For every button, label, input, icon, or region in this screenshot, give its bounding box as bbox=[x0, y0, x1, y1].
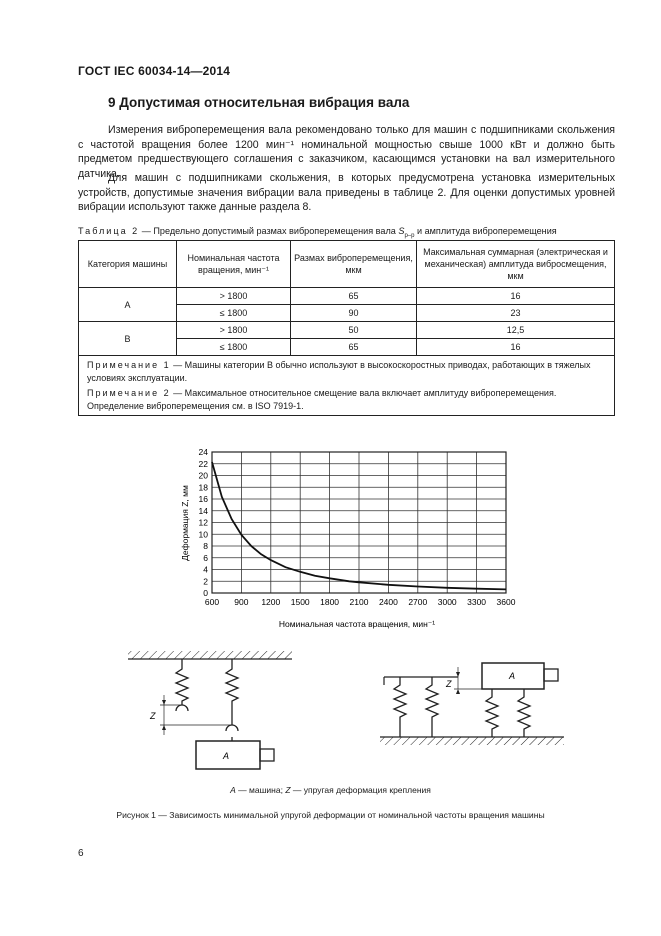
left-hook-1 bbox=[176, 705, 188, 711]
table-row bbox=[79, 322, 615, 339]
table-notes-row bbox=[79, 356, 615, 416]
amplitude-cell: 16 bbox=[417, 339, 615, 356]
amplitude-cell: 16 bbox=[417, 288, 615, 305]
right-z-label: Z bbox=[446, 679, 452, 689]
figure-legend bbox=[0, 785, 661, 795]
y-tick-label: 6 bbox=[203, 552, 208, 563]
table-caption bbox=[78, 226, 557, 239]
right-spring-1 bbox=[394, 677, 406, 737]
table-caption-tail: и амплитуда виброперемещения bbox=[414, 226, 557, 236]
x-tick-label: 2700 bbox=[408, 597, 428, 607]
y-axis-label: Деформация Z, мм bbox=[180, 485, 190, 561]
table-header-row bbox=[79, 241, 615, 288]
y-tick-label: 14 bbox=[198, 505, 208, 516]
speed-cell: ≤ 1800 bbox=[177, 305, 291, 322]
header-category: Категория машины bbox=[79, 241, 177, 288]
left-z-label: Z bbox=[150, 711, 156, 721]
right-machine-shaft bbox=[544, 669, 558, 681]
y-tick-label: 0 bbox=[203, 588, 208, 598]
y-tick-label: 10 bbox=[198, 529, 208, 540]
mounting-diagram bbox=[120, 645, 600, 775]
y-tick-label: 22 bbox=[198, 458, 208, 469]
legend-dash: — машина; bbox=[235, 785, 286, 795]
speed-cell: > 1800 bbox=[177, 288, 291, 305]
y-tick-label: 18 bbox=[198, 482, 208, 493]
range-cell: 65 bbox=[291, 339, 417, 356]
z-arrow-bottom bbox=[162, 725, 166, 730]
left-machine-label: A bbox=[223, 751, 230, 761]
ceiling-hatch bbox=[128, 651, 292, 659]
y-tick-label: 24 bbox=[198, 447, 208, 457]
speed-cell: ≤ 1800 bbox=[177, 339, 291, 356]
deformation-chart bbox=[170, 440, 530, 640]
table-row bbox=[79, 288, 615, 305]
x-tick-label: 2100 bbox=[349, 597, 369, 607]
x-tick-label: 2400 bbox=[378, 597, 398, 607]
category-cell: B bbox=[79, 322, 177, 356]
legend-a: A bbox=[230, 785, 236, 795]
table-note-2 bbox=[87, 387, 606, 412]
x-axis-label: Номинальная частота вращения, мин⁻¹ bbox=[278, 619, 436, 629]
right-machine-label: A bbox=[509, 671, 516, 681]
header-amplitude: Максимальная суммарная (электрическая и механическая) амплитуда вибросмещения, мкм bbox=[417, 241, 615, 288]
paragraph-1-text: Измерения виброперемещения вала рекомендовано только для машин с подшипниками скольжения с частотой вращения более 1200 мин⁻¹ номинальной мощностью свыше 1000 кВт и должно быть предметом предшествующего соглашения с заказчиком, касающимся установки на вал измерительного датчика. bbox=[78, 124, 615, 180]
range-cell: 50 bbox=[291, 322, 417, 339]
table-notes bbox=[79, 356, 615, 416]
page-number: 6 bbox=[78, 848, 84, 859]
x-tick-label: 600 bbox=[204, 597, 220, 607]
x-tick-label: 900 bbox=[234, 597, 249, 607]
note-1-label: Примечание 1 bbox=[87, 360, 171, 370]
left-hook-2 bbox=[226, 725, 238, 731]
table-note-1 bbox=[87, 359, 606, 384]
header-range: Размах виброперемещения, мкм bbox=[291, 241, 417, 288]
category-cell: A bbox=[79, 288, 177, 322]
note-2-text: — Максимальное относительное смещение вала включает амплитуду виброперемещения. Определение виброперемещения см. в ISO 7919-1. bbox=[87, 388, 557, 411]
amplitude-cell: 12,5 bbox=[417, 322, 615, 339]
range-cell: 90 bbox=[291, 305, 417, 322]
table-caption-symbol: S bbox=[398, 226, 405, 236]
document-header: ГОСТ IEC 60034-14—2014 bbox=[78, 64, 231, 78]
x-tick-label: 1500 bbox=[290, 597, 310, 607]
right-z-arrow-top bbox=[456, 672, 460, 677]
legend-text: — упругая деформация крепления bbox=[290, 785, 431, 795]
y-tick-label: 8 bbox=[203, 541, 208, 551]
right-spring-4 bbox=[518, 689, 530, 737]
note-2-label: Примечание 2 bbox=[87, 388, 171, 398]
right-z-arrow-bottom bbox=[456, 689, 460, 694]
floor-mount-diagram bbox=[380, 663, 564, 745]
x-tick-label: 1800 bbox=[320, 597, 340, 607]
left-machine-shaft bbox=[260, 749, 274, 761]
paragraph-2 bbox=[78, 171, 615, 215]
vibration-limits-table bbox=[78, 240, 615, 416]
speed-cell: > 1800 bbox=[177, 322, 291, 339]
note-1-text: — Машины категории B обычно используют в высокоскоростных приводах, работающих в тяжелых условиях эксплуатации. bbox=[87, 360, 591, 383]
amplitude-cell: 23 bbox=[417, 305, 615, 322]
table-caption-subscript: p–p bbox=[404, 232, 415, 239]
x-tick-label: 3300 bbox=[467, 597, 487, 607]
y-tick-label: 12 bbox=[198, 517, 208, 528]
y-tick-label: 16 bbox=[198, 494, 208, 504]
x-tick-label: 3600 bbox=[496, 597, 516, 607]
legend-z: Z bbox=[285, 785, 291, 795]
y-tick-label: 2 bbox=[203, 576, 208, 587]
left-spring-2 bbox=[226, 659, 238, 725]
z-arrow-top bbox=[162, 700, 166, 705]
header-speed: Номинальная частота вращения, мин⁻¹ bbox=[177, 241, 291, 288]
right-spring-2 bbox=[426, 677, 438, 737]
figure-caption: Рисунок 1 — Зависимость минимальной упругой деформации от номинальной частоты вращения машины bbox=[116, 810, 545, 820]
table-caption-text: — Предельно допустимый размах виброперемещения вала bbox=[139, 226, 399, 236]
y-tick-label: 20 bbox=[198, 470, 208, 481]
left-spring-1 bbox=[176, 659, 188, 705]
floor-hatch bbox=[380, 737, 564, 745]
x-tick-label: 1200 bbox=[261, 597, 281, 607]
chart-grid bbox=[212, 452, 506, 593]
right-spring-3 bbox=[486, 689, 498, 737]
section-title: 9 Допустимая относительная вибрация вала bbox=[108, 95, 410, 110]
paragraph-2-text: Для машин с подшипниками скольжения, в которых предусмотрена установка измерительных устройств, допустимые значения вибрации вала приведены в таблице 2. Для оценки допустимых уровней вибрации используют также данные раздела 8. bbox=[78, 172, 615, 214]
x-tick-label: 3000 bbox=[437, 597, 457, 607]
range-cell: 65 bbox=[291, 288, 417, 305]
y-tick-label: 4 bbox=[203, 564, 208, 575]
table-caption-label: Таблица 2 bbox=[78, 226, 140, 236]
suspended-mount-diagram bbox=[128, 651, 292, 769]
